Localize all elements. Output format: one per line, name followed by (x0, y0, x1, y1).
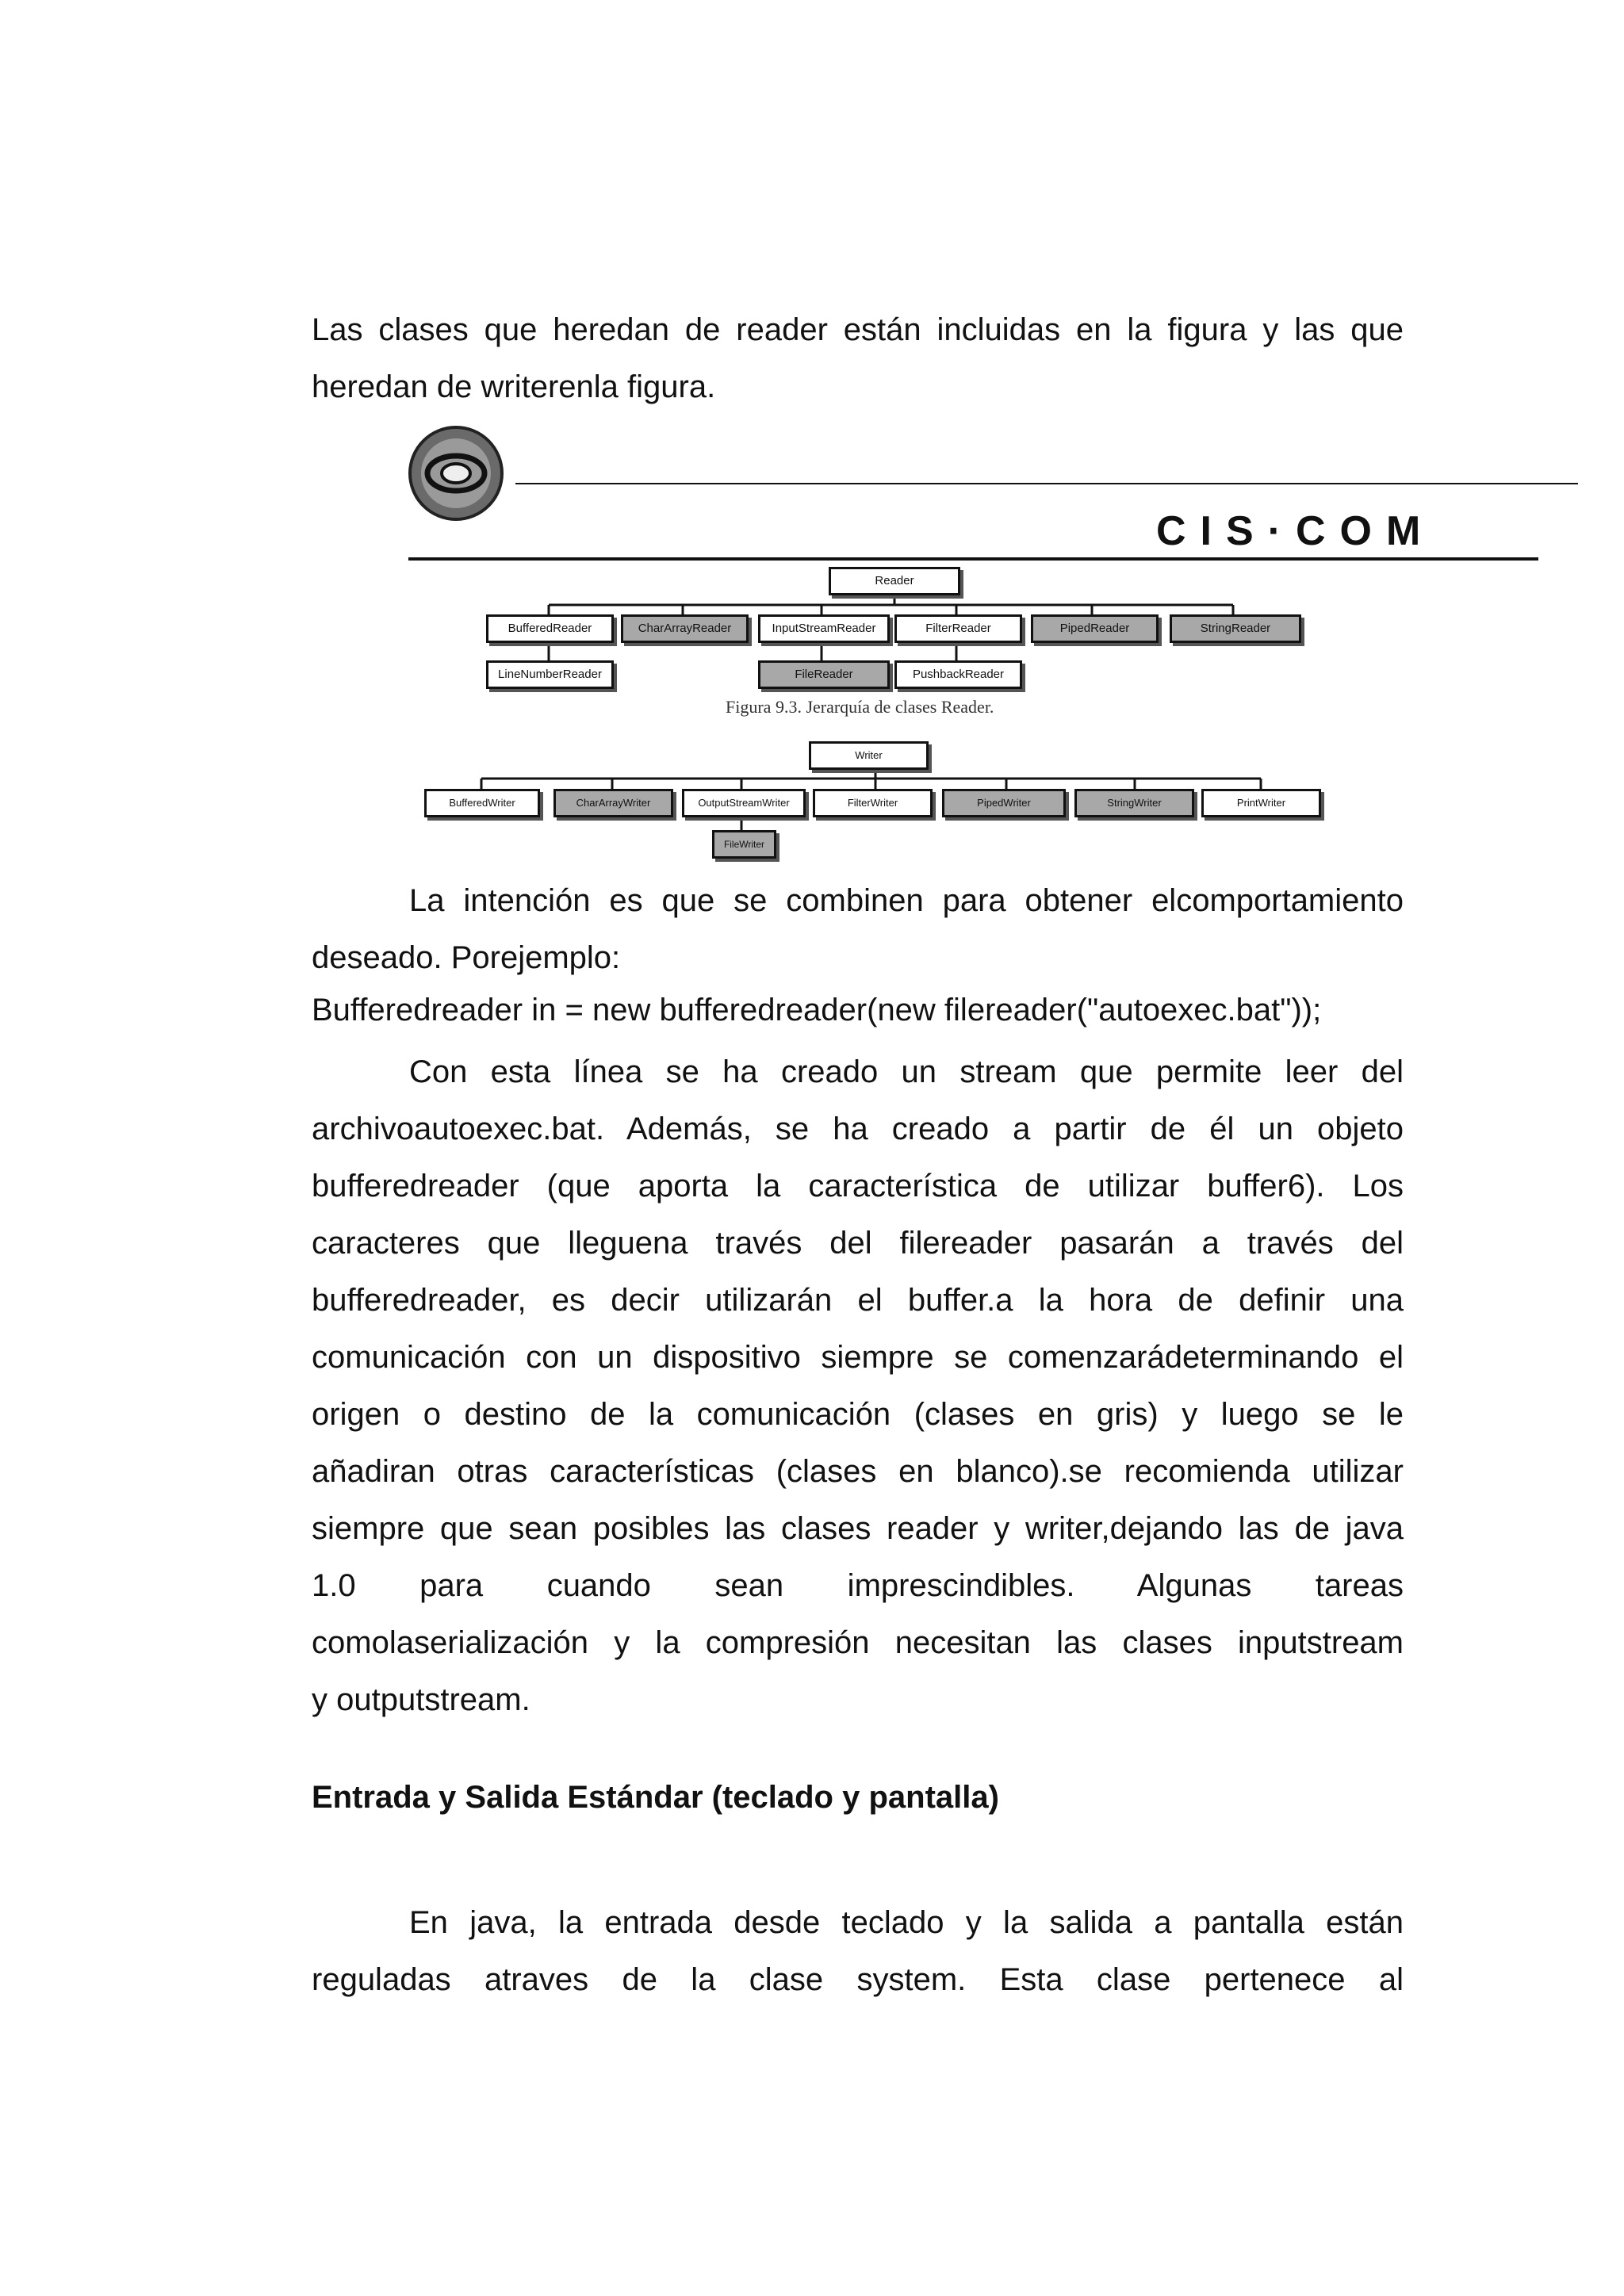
reader-grandchild-box: LineNumberReader (486, 660, 614, 689)
figure-caption: Figura 9.3. Jerarquía de clases Reader. (726, 697, 994, 717)
p2-line: siempre que sean posibles las clases reader y writer,dejando las de java (312, 1511, 1404, 1546)
writer-grandchild-box: FileWriter (712, 830, 776, 859)
section-paragraph (312, 1894, 1404, 2008)
writer-child-box: OutputStreamWriter (682, 789, 806, 817)
reader-child-box: CharArrayReader (621, 614, 749, 643)
body-paragraph-2 (312, 1043, 1404, 1728)
p1-line-1: La intención es que se combinen para obtener elcomportamiento (409, 883, 1404, 918)
writer-root-box: Writer (809, 741, 929, 770)
brand-text: CIS·COM (1156, 508, 1435, 554)
cis-com-logo (410, 427, 502, 519)
p2-line: y outputstream. (312, 1682, 530, 1717)
section-heading: Entrada y Salida Estándar (teclado y pantalla) (312, 1780, 999, 1815)
intro-line-2: heredan de writerenla figura. (312, 369, 716, 404)
section-line-2: reguladas atraves de la clase system. Esta clase pertenece al (312, 1962, 1404, 1997)
section-line-1: En java, la entrada desde teclado y la salida a pantalla están (409, 1905, 1404, 1940)
p2-line: 1.0 para cuando sean imprescindibles. Algunas tareas (312, 1568, 1404, 1603)
reader-child-box: InputStreamReader (758, 614, 890, 643)
body-paragraph-1 (312, 872, 1404, 986)
p2-line: origen o destino de la comunicación (clases en gris) y luego se le (312, 1397, 1404, 1432)
p2-line: archivoautoexec.bat. Además, se ha creado a partir de él un objeto (312, 1112, 1404, 1146)
writer-child-box: StringWriter (1074, 789, 1194, 817)
reader-child-box: FilterReader (894, 614, 1022, 643)
reader-grandchild-box: PushbackReader (894, 660, 1022, 689)
reader-child-box: BufferedReader (486, 614, 614, 643)
class-hierarchy-figure (404, 424, 1578, 860)
writer-child-box: FilterWriter (813, 789, 933, 817)
intro-line-1: Las clases que heredan de reader están incluidas en la figura y las que (312, 312, 1404, 347)
p2-line: comolaserialización y la compresión necesitan las clases inputstream (312, 1625, 1404, 1660)
intro-paragraph (312, 301, 1404, 415)
reader-root-box: Reader (829, 567, 960, 595)
writer-child-box: BufferedWriter (424, 789, 540, 817)
writer-child-box: CharArrayWriter (553, 789, 673, 817)
p2-line: añadiran otras características (clases en blanco).se recomienda utilizar (312, 1454, 1404, 1489)
p2-line: bufferedreader, es decir utilizarán el buffer.a la hora de definir una (312, 1283, 1404, 1318)
writer-child-box: PipedWriter (942, 789, 1066, 817)
p1-line-2: deseado. Porejemplo: (312, 940, 621, 975)
p2-line: caracteres que lleguena través del filereader pasarán a través del (312, 1226, 1404, 1261)
p2-line: comunicación con un dispositivo siempre se comenzarádeterminando el (312, 1340, 1404, 1375)
p2-line: Con esta línea se ha creado un stream que permite leer del (409, 1054, 1404, 1089)
reader-grandchild-box: FileReader (758, 660, 890, 689)
writer-child-box: PrintWriter (1201, 789, 1321, 817)
reader-child-box: PipedReader (1031, 614, 1159, 643)
p2-line: bufferedreader (que aporta la característica de utilizar buffer6). Los (312, 1169, 1404, 1203)
code-example: Bufferedreader in = new bufferedreader(new filereader("autoexec.bat")); (312, 993, 1322, 1027)
reader-child-box: StringReader (1170, 614, 1301, 643)
